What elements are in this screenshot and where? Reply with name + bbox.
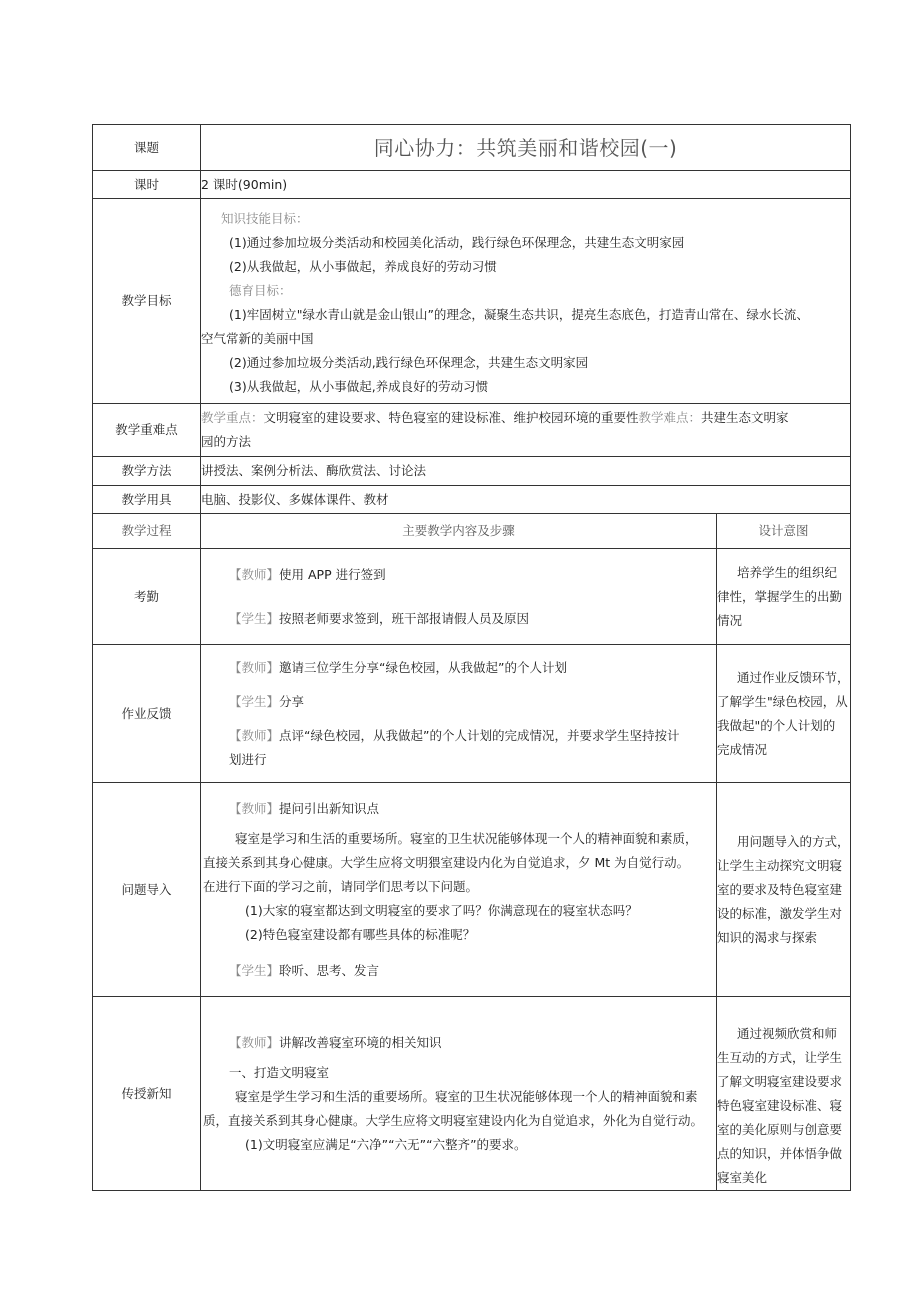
question-label: 问题导入 xyxy=(93,783,201,997)
teach-teacher xyxy=(201,1031,716,1055)
teach-paragraph: 质，直接关系到其身心健康。大学生应将文明寝室建设内化为自觉追求，外化为自觉行动。 xyxy=(203,1112,704,1128)
intent-line: 让学生主动探究文明寝 xyxy=(717,857,843,873)
student-tag: 【学生】 xyxy=(229,693,280,709)
row-topic xyxy=(93,125,851,171)
student-text: 聆听、思考、发言 xyxy=(279,962,380,978)
moral-item: (3)从我做起，从小事做起,养成良好的劳动习惯 xyxy=(229,379,489,394)
homework-content xyxy=(201,645,717,783)
row-goals xyxy=(93,199,851,404)
content-col-header: 主要教学内容及步骤 xyxy=(201,514,717,549)
teacher-tag: 【教师】 xyxy=(229,727,280,743)
question-intent xyxy=(717,783,851,997)
row-homework xyxy=(93,645,851,783)
key-label: 教学重点： xyxy=(201,410,264,425)
intent-line: 情况 xyxy=(717,612,743,628)
teach-label: 传授新知 xyxy=(93,997,201,1191)
attendance-label: 考勤 xyxy=(93,549,201,645)
attendance-intent xyxy=(717,549,851,645)
intent-line: 通过作业反馈环节， xyxy=(737,669,850,685)
teacher-tag: 【教师】 xyxy=(229,1034,280,1050)
goals-cell xyxy=(201,199,851,404)
moral-item: (2)通过参加垃圾分类活动,践行绿色环保理念，共建生态文明家园 xyxy=(229,355,589,370)
teach-paragraph: 寝室是学生学习和生活的重要场所。寝室的卫生状况能够体现一个人的精神面貌和素 xyxy=(235,1088,698,1104)
topic-label: 课题 xyxy=(93,125,201,171)
homework-intent xyxy=(717,645,851,783)
intent-line: 寝室美化 xyxy=(717,1170,768,1185)
homework-teacher xyxy=(229,656,716,680)
knowledge-item: (1)通过参加垃圾分类活动和校园美化活动，践行绿色环保理念，共建生态文明家园 xyxy=(229,235,685,250)
intent-line: 了解文明寝室建设要求 xyxy=(717,1074,843,1089)
knowledge-item: (2)从我做起，从小事做起，养成良好的劳动习惯 xyxy=(229,259,497,274)
teach-item: (1)文明寝室应满足“六净”“六无”“六整齐”的要求。 xyxy=(245,1136,527,1152)
row-hours xyxy=(93,171,851,199)
teacher-text: 提问引出新知识点 xyxy=(279,800,380,816)
key-points-label: 教学重难点 xyxy=(93,404,201,457)
row-key-points xyxy=(93,404,851,457)
question-teacher xyxy=(201,797,716,821)
intent-line: 点的知识，并体悟争做 xyxy=(717,1146,843,1161)
moral-item: (1)牢固树立"绿水青山就是金山银山”的理念，凝聚生态共识，提亮生态底色，打造青山常在、绿水长流、 xyxy=(229,307,809,322)
key-text: 文明寝室的建设要求、特色寝室的建设标准、维护校园环境的重要性 xyxy=(263,410,639,425)
intent-line: 知识的渴求与探索 xyxy=(717,929,818,945)
topic-cell xyxy=(201,125,851,171)
difficult-text-continued: 园的方法 xyxy=(201,434,252,449)
question-item: (2)特色寝室建设都有哪些具体的标准呢？ xyxy=(245,926,476,942)
intent-col-header: 设计意图 xyxy=(717,514,851,549)
row-question xyxy=(93,783,851,997)
intent-line: 生互动的方式，让学生 xyxy=(717,1050,843,1065)
moral-item-continued: 空气常新的美丽中国 xyxy=(201,331,314,346)
moral-heading: 德育目标： xyxy=(229,283,292,298)
intent-line: 我做起"的个人计划的 xyxy=(717,717,836,733)
question-item: (1)大家的寝室都达到文明寝室的要求了吗？你满意现在的寝室状态吗？ xyxy=(245,902,638,918)
attendance-teacher xyxy=(229,563,716,587)
homework-student xyxy=(229,690,716,714)
difficult-label: 教学难点： xyxy=(638,410,702,425)
intent-line: 律性，掌握学生的出勤 xyxy=(717,588,843,604)
question-paragraph: 寝室是学习和生活的重要场所。寝室的卫生状况能够体现一个人的精神面貌和素质， xyxy=(235,830,698,846)
row-tools xyxy=(93,486,851,514)
question-content xyxy=(201,783,717,997)
student-tag: 【学生】 xyxy=(229,962,280,978)
student-text: 分享 xyxy=(279,693,305,709)
teacher-text: 邀请三位学生分享“绿色校园，从我做起”的个人计划 xyxy=(279,659,567,675)
intent-line: 了解学生"绿色校园，从 xyxy=(717,693,848,709)
teacher-text: 使用 APP 进行签到 xyxy=(279,566,386,582)
intent-line: 室的要求及特色寝室建 xyxy=(717,881,843,897)
question-student xyxy=(201,959,716,983)
process-header-row xyxy=(93,514,851,549)
process-col-header: 教学过程 xyxy=(93,514,201,549)
hours-value: 2 课时(90min) xyxy=(201,171,851,199)
teacher-text-continued: 划进行 xyxy=(229,751,267,767)
teacher-tag: 【教师】 xyxy=(229,659,280,675)
student-tag: 【学生】 xyxy=(229,610,280,626)
row-methods xyxy=(93,457,851,486)
teacher-text: 讲解改善寝室环境的相关知识 xyxy=(279,1034,442,1050)
key-points-cell xyxy=(201,404,851,457)
intent-line: 设的标准，激发学生对 xyxy=(717,905,843,921)
intent-line: 用问题导入的方式， xyxy=(737,833,850,849)
attendance-student xyxy=(229,607,716,631)
intent-line: 通过视频欣赏和师 xyxy=(737,1026,838,1041)
topic-title: 同心协力：共筑美丽和谐校园(一) xyxy=(373,135,678,160)
methods-value: 讲授法、案例分析法、酶欣赏法、讨论法 xyxy=(201,457,851,486)
row-teach xyxy=(93,997,851,1191)
methods-label: 教学方法 xyxy=(93,457,201,486)
section-heading: 一、打造文明寝室 xyxy=(229,1064,330,1080)
goals-label: 教学目标 xyxy=(93,199,201,404)
intent-line: 特色寝室建设标准、寝 xyxy=(717,1098,843,1113)
intent-line: 完成情况 xyxy=(717,741,768,757)
teach-content xyxy=(201,997,717,1191)
attendance-content xyxy=(201,549,717,645)
teacher-tag: 【教师】 xyxy=(229,800,280,816)
homework-label: 作业反馈 xyxy=(93,645,201,783)
hours-label: 课时 xyxy=(93,171,201,199)
intent-line: 室的美化原则与创意要 xyxy=(717,1122,843,1137)
student-text: 按照老师要求签到，班干部报请假人员及原因 xyxy=(279,610,530,626)
difficult-text: 共建生态文明家 xyxy=(701,410,789,425)
question-paragraph: 在进行下面的学习之前，请同学们思考以下问题。 xyxy=(203,878,479,894)
teach-intent xyxy=(717,997,851,1191)
tools-label: 教学用具 xyxy=(93,486,201,514)
homework-review xyxy=(229,724,716,748)
knowledge-heading: 知识技能目标： xyxy=(221,211,309,226)
question-paragraph: 直接关系到其身心健康。大学生应将文明猥室建设内化为自觉追求，夕 Mt 为自觉行动。 xyxy=(203,854,690,870)
intent-line: 培养学生的组织纪 xyxy=(737,564,838,580)
teacher-tag: 【教师】 xyxy=(229,566,280,582)
lesson-plan-table xyxy=(92,124,851,1191)
tools-value: 电脑、投影仪、多媒体课件、教材 xyxy=(201,486,851,514)
row-attendance xyxy=(93,549,851,645)
teacher-text: 点评“绿色校园，从我做起”的个人计划的完成情况，并要求学生坚持按计 xyxy=(279,727,680,743)
